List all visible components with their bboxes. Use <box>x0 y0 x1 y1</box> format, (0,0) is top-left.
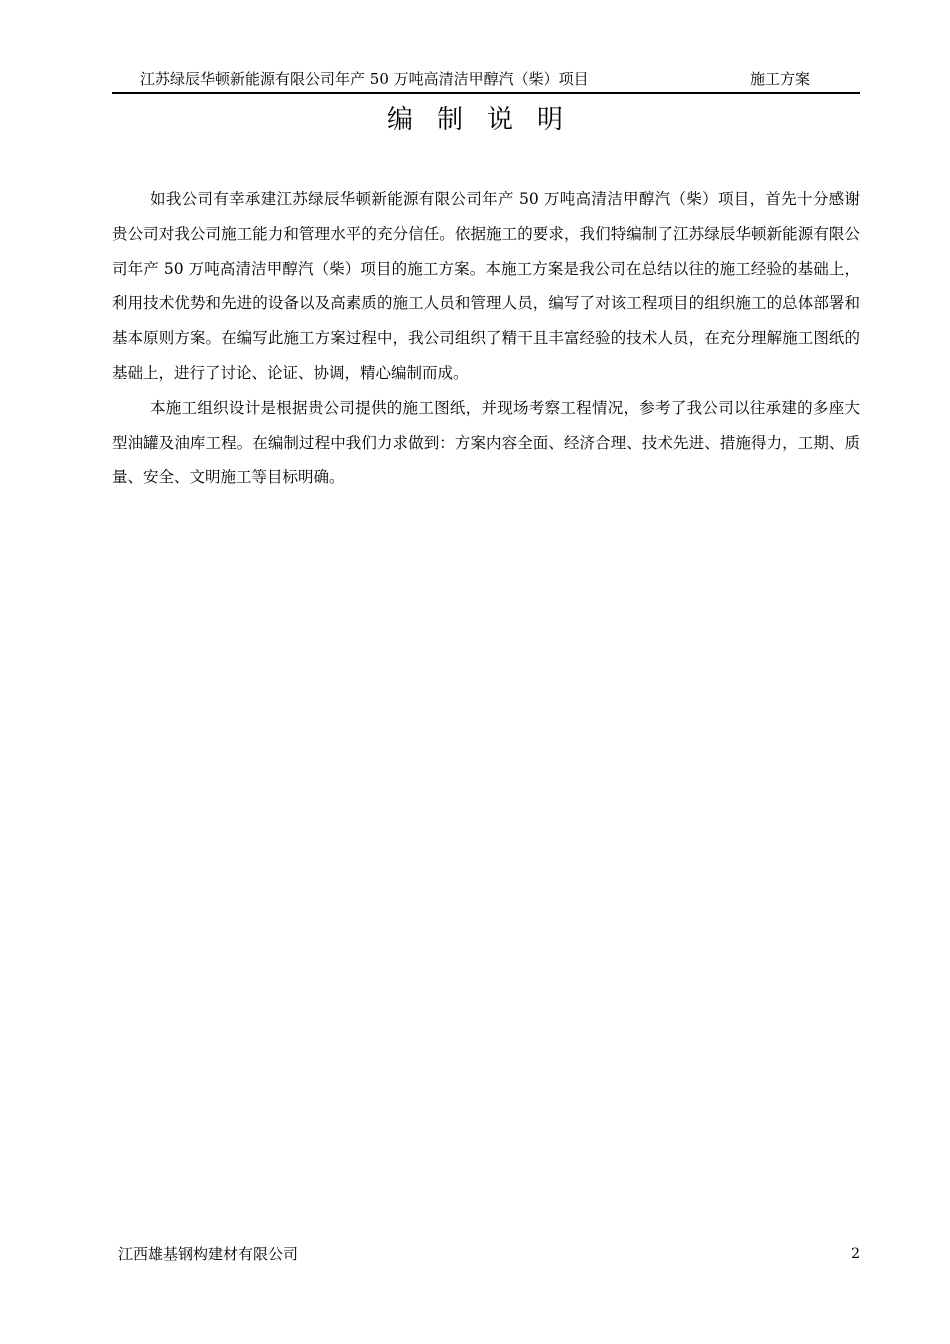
header-project-title: 江苏绿辰华顿新能源有限公司年产 50 万吨高清洁甲醇汽（柴）项目 <box>140 70 589 88</box>
page-header <box>112 66 860 94</box>
document-body <box>112 182 860 495</box>
page-number: 2 <box>851 1246 860 1262</box>
paragraph: 本施工组织设计是根据贵公司提供的施工图纸，并现场考察工程情况，参考了我公司以往承建的多座大型油罐及油库工程。在编制过程中我们力求做到：方案内容全面、经济合理、技术先进、措施得力，工期、质量、安全、文明施工等目标明确。 <box>112 398 860 487</box>
page-footer <box>118 1243 860 1267</box>
page-title: 编制说明 <box>386 105 587 135</box>
paragraph: 如我公司有幸承建江苏绿辰华顿新能源有限公司年产 50 万吨高清洁甲醇汽（柴）项目，首先十分感谢贵公司对我公司施工能力和管理水平的充分信任。依据施工的要求，我们特编制了江苏绿辰华顿新能源有限公司年产 50 万吨高清洁甲醇汽（柴）项目的施工方案。本施工方案是我公司在总结以往的施工经验的基础上，利用技术优势和先进的设备以及高素质的施工人员和管理人员，编写了对该工程项目的组织施工的总体部署和基本原则方案。在编写此施工方案过程中，我公司组织了精干且丰富经验的技术人员，在充分理解施工图纸的基础上，进行了讨论、论证、协调，精心编制而成。 <box>112 190 860 382</box>
footer-company-name: 江西雄基钢构建材有限公司 <box>118 1245 299 1263</box>
header-document-type: 施工方案 <box>750 70 811 88</box>
